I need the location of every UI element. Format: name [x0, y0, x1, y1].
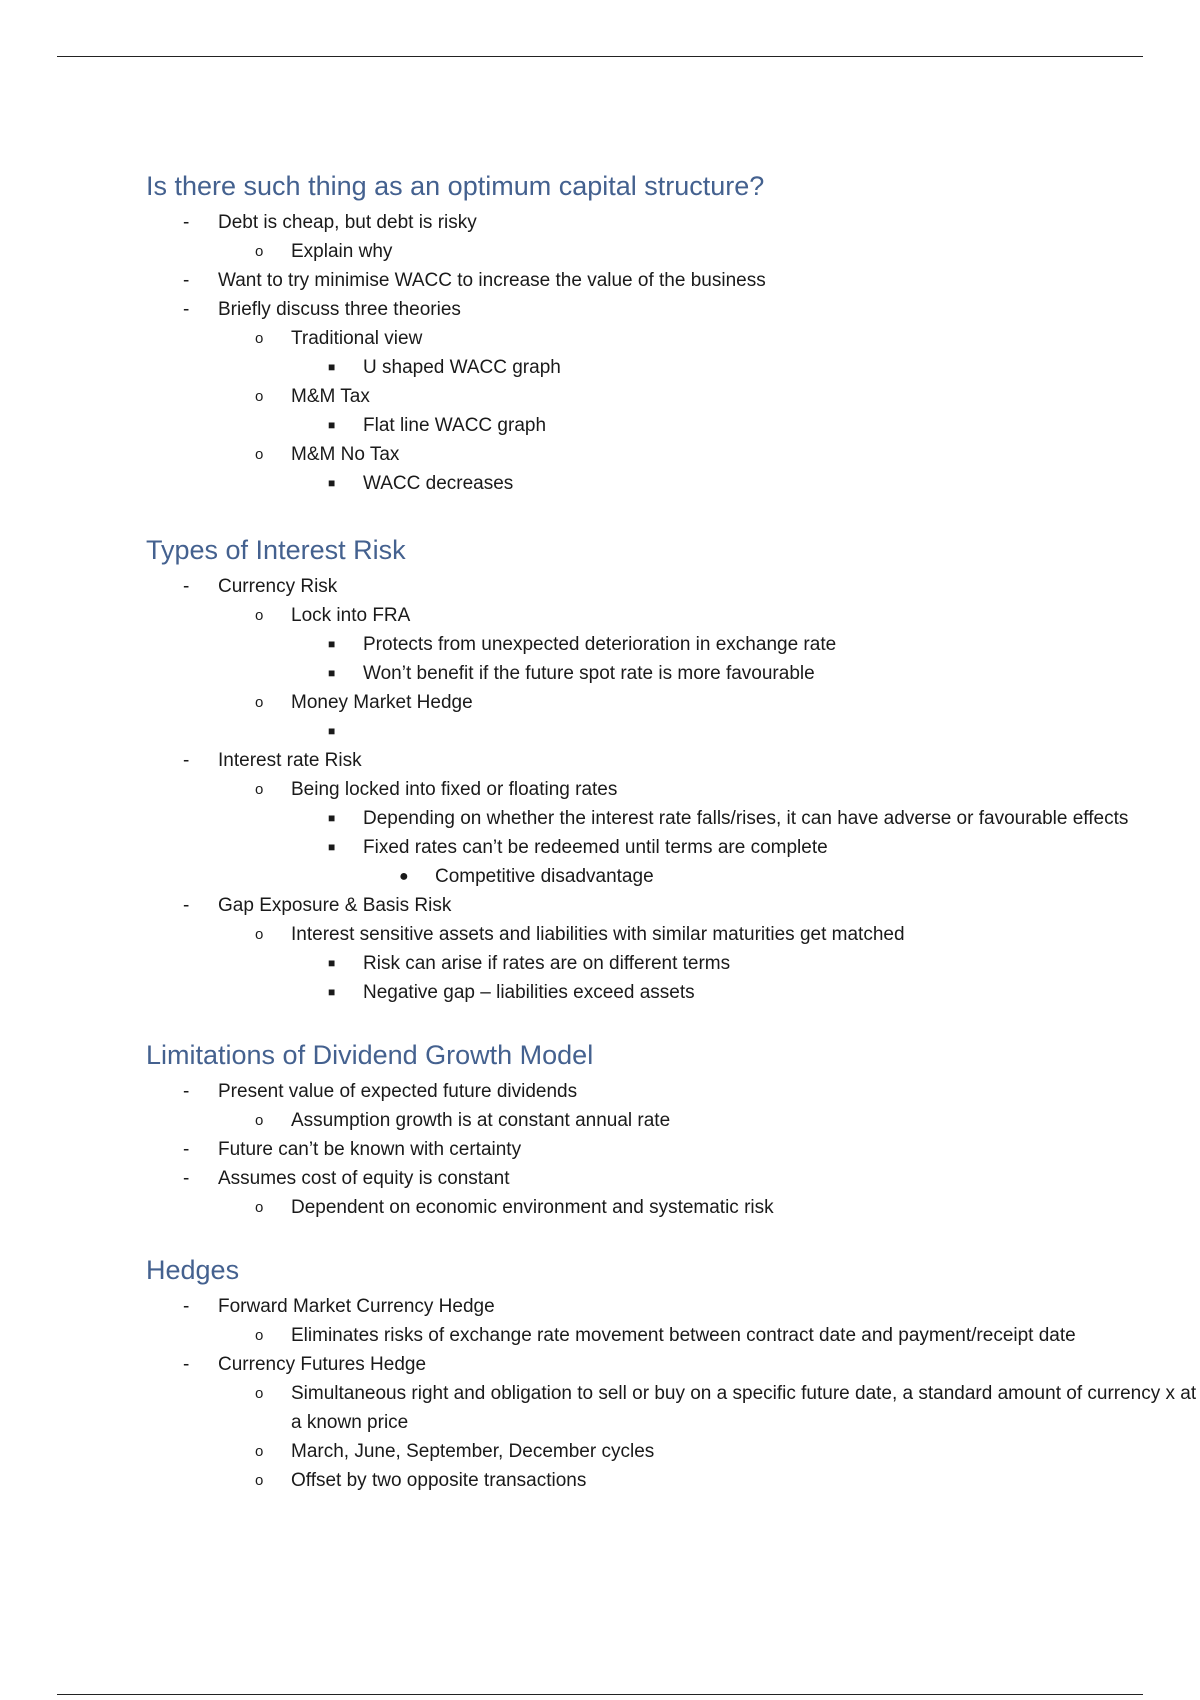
list-item [0, 717, 1200, 746]
circle-marker: o [255, 1385, 264, 1402]
list-item: - Future can’t be known with certainty [0, 1135, 1200, 1164]
section-heading: Is there such thing as an optimum capital structure? [146, 171, 765, 201]
list-item: ■ Flat line WACC graph [0, 411, 1200, 440]
bullet-list [0, 1077, 1200, 1222]
list-item: ■ Won’t benefit if the future spot rate is more favourable [0, 659, 1200, 688]
circle-marker: o [255, 926, 264, 943]
dash-marker: - [183, 576, 190, 597]
list-item: o Interest sensitive assets and liabilities with similar maturities get matched [0, 920, 1200, 949]
list-item: ■ Protects from unexpected deterioration in exchange rate [0, 630, 1200, 659]
list-item: ■ Fixed rates can’t be redeemed until terms are complete [0, 833, 1200, 862]
disc-marker: ● [399, 868, 409, 885]
dash-marker: - [183, 1296, 190, 1317]
list-item: - Currency Risk [0, 572, 1200, 601]
list-item: - Briefly discuss three theories [0, 295, 1200, 324]
circle-marker: o [255, 1112, 264, 1129]
bullet-list [0, 1292, 1200, 1495]
circle-marker: o [255, 330, 264, 347]
dash-marker: - [183, 270, 190, 291]
list-item: o Offset by two opposite transactions [0, 1466, 1200, 1495]
dash-marker: - [183, 1081, 190, 1102]
bullet-list [0, 208, 1200, 498]
section-heading: Limitations of Dividend Growth Model [146, 1040, 594, 1070]
section-types-of-interest-risk [0, 532, 1200, 1007]
list-item: o Eliminates risks of exchange rate movement between contract date and payment/receipt date [0, 1321, 1200, 1350]
square-marker: ■ [328, 637, 336, 651]
list-item: - Debt is cheap, but debt is risky [0, 208, 1200, 237]
dash-marker: - [183, 1139, 190, 1160]
circle-marker: o [255, 388, 264, 405]
list-item: o M&M Tax [0, 382, 1200, 411]
circle-marker: o [255, 1443, 264, 1460]
circle-marker: o [255, 243, 264, 260]
list-item: - Assumes cost of equity is constant [0, 1164, 1200, 1193]
list-item: ■ Negative gap – liabilities exceed assets [0, 978, 1200, 1007]
section-heading: Types of Interest Risk [146, 535, 406, 565]
dash-marker: - [183, 895, 190, 916]
dash-marker: - [183, 750, 190, 771]
footer-rule [57, 1694, 1143, 1695]
list-item: ● Competitive disadvantage [0, 862, 1200, 891]
circle-marker: o [255, 1472, 264, 1489]
list-item: ■ U shaped WACC graph [0, 353, 1200, 382]
list-item: o Explain why [0, 237, 1200, 266]
square-marker: ■ [328, 724, 336, 738]
dash-marker: - [183, 299, 190, 320]
circle-marker: o [255, 1327, 264, 1344]
section-optimum-capital-structure [0, 168, 1200, 498]
list-item: - Gap Exposure & Basis Risk [0, 891, 1200, 920]
dash-marker: - [183, 212, 190, 233]
dash-marker: - [183, 1168, 190, 1189]
square-marker: ■ [328, 811, 336, 825]
list-item: ■ Risk can arise if rates are on different terms [0, 949, 1200, 978]
square-marker: ■ [328, 840, 336, 854]
square-marker: ■ [328, 360, 336, 374]
square-marker: ■ [328, 476, 336, 490]
circle-marker: o [255, 1199, 264, 1216]
circle-marker: o [255, 694, 264, 711]
list-item: o Assumption growth is at constant annual rate [0, 1106, 1200, 1135]
list-item: - Want to try minimise WACC to increase the value of the business [0, 266, 1200, 295]
circle-marker: o [255, 607, 264, 624]
header-rule [57, 56, 1143, 57]
list-item: o Lock into FRA [0, 601, 1200, 630]
list-item: - Forward Market Currency Hedge [0, 1292, 1200, 1321]
square-marker: ■ [328, 418, 336, 432]
list-item: ■ Depending on whether the interest rate falls/rises, it can have adverse or favourable effects [0, 804, 1200, 833]
square-marker: ■ [328, 666, 336, 680]
section-hedges [0, 1252, 1200, 1495]
list-item: o Simultaneous right and obligation to sell or buy on a specific future date, a standard amount of currency x at a known price [0, 1379, 1200, 1437]
list-item: o Traditional view [0, 324, 1200, 353]
section-heading: Hedges [146, 1255, 240, 1285]
list-item: o March, June, September, December cycles [0, 1437, 1200, 1466]
list-item: o Being locked into fixed or floating rates [0, 775, 1200, 804]
list-item: - Present value of expected future dividends [0, 1077, 1200, 1106]
dash-marker: - [183, 1354, 190, 1375]
section-dividend-growth-model [0, 1037, 1200, 1222]
list-item: o M&M No Tax [0, 440, 1200, 469]
document-body [0, 168, 1200, 1495]
square-marker: ■ [328, 956, 336, 970]
square-marker: ■ [328, 985, 336, 999]
bullet-list [0, 572, 1200, 1007]
list-item: - Currency Futures Hedge [0, 1350, 1200, 1379]
list-item: - Interest rate Risk [0, 746, 1200, 775]
circle-marker: o [255, 781, 264, 798]
list-item: ■ WACC decreases [0, 469, 1200, 498]
list-item: o Dependent on economic environment and systematic risk [0, 1193, 1200, 1222]
circle-marker: o [255, 446, 264, 463]
list-item: o Money Market Hedge [0, 688, 1200, 717]
